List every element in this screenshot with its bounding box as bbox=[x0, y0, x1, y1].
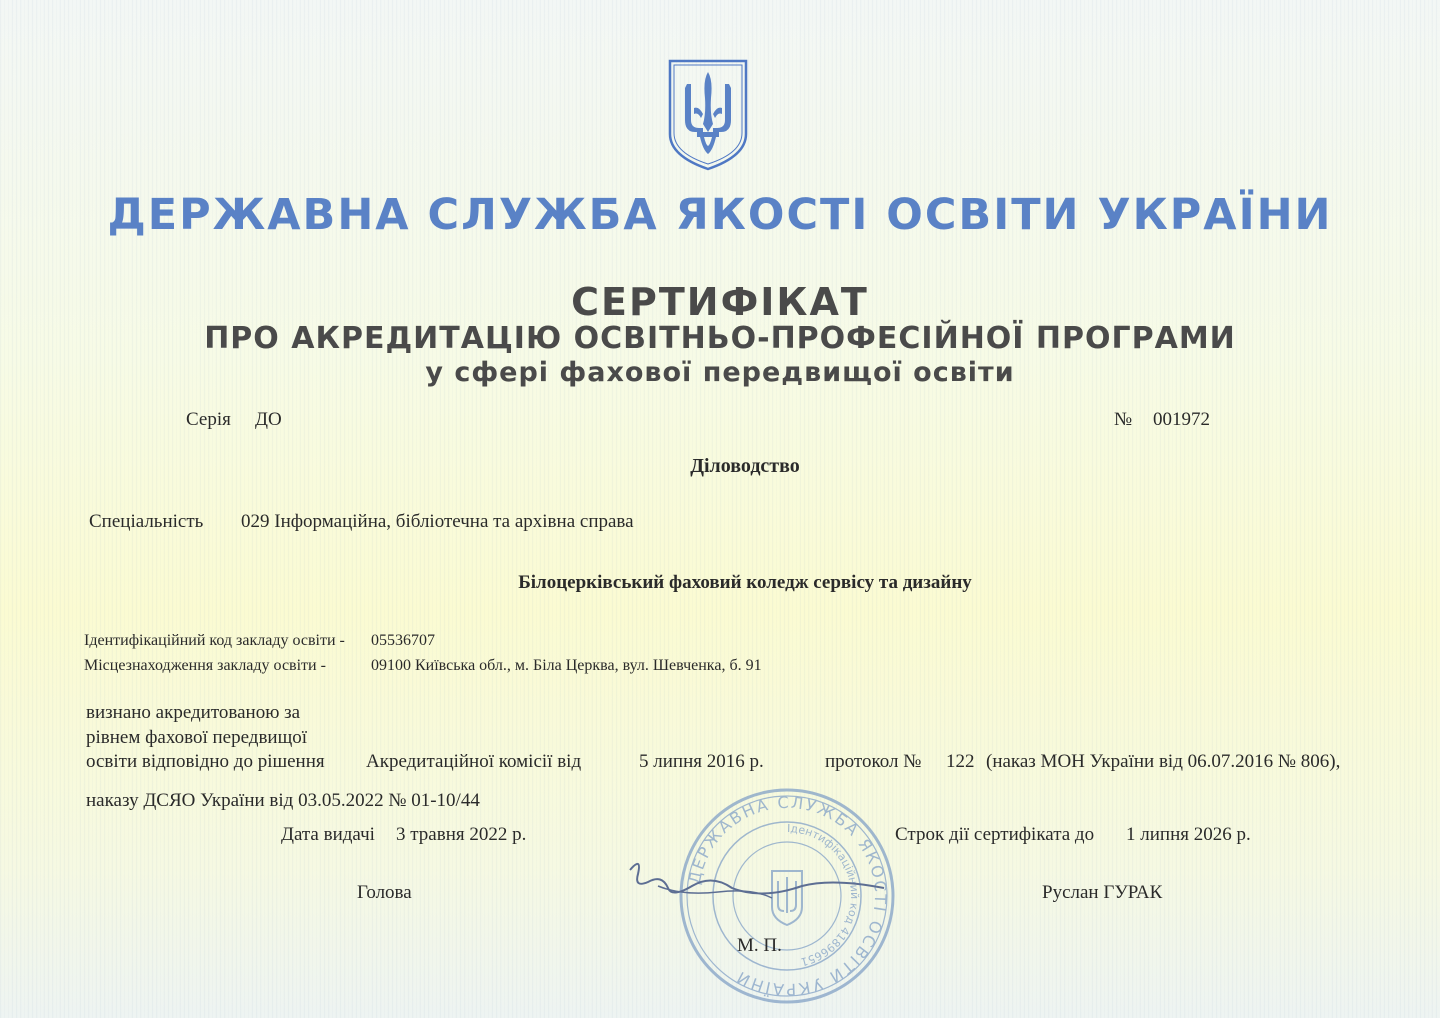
issue-date-label: Дата видачі bbox=[281, 824, 375, 845]
commission-label: Акредитаційної комісії від bbox=[366, 751, 582, 772]
chairman-signature bbox=[622, 852, 892, 912]
protocol-label: протокол № bbox=[825, 751, 922, 772]
number-label: № bbox=[1114, 409, 1133, 430]
seal-ring-text: ДЕРЖАВНА СЛУЖБА ЯКОСТІ ОСВІТИ УКРАЇНИ bbox=[684, 792, 891, 1000]
certificate-title: СЕРТИФІКАТ bbox=[571, 280, 869, 324]
ministry-order: (наказ МОН України від 06.07.2016 № 806), bbox=[986, 751, 1341, 772]
dsyao-order: наказу ДСЯО України від 03.05.2022 № 01-10/44 bbox=[86, 790, 480, 811]
seal-inner-text: Ідентифікаційний код 41896651 bbox=[786, 821, 862, 969]
specialty-value: 029 Інформаційна, бібліотечна та архівна справа bbox=[241, 511, 634, 532]
location-value: 09100 Київська обл., м. Біла Церква, вул. Шевченка, б. 91 bbox=[371, 657, 762, 674]
certificate-subtitle-sphere: у сфері фахової передвищої освіти bbox=[425, 357, 1015, 388]
accreditation-line-1: визнано акредитованою за bbox=[86, 702, 301, 723]
specialty-label: Спеціальність bbox=[89, 511, 204, 532]
accreditation-line-2: рівнем фахової передвищої bbox=[86, 727, 308, 748]
agency-name: ДЕРЖАВНА СЛУЖБА ЯКОСТІ ОСВІТИ УКРАЇНИ bbox=[107, 190, 1333, 240]
accreditation-line-3: освіти відповідно до рішення bbox=[86, 751, 325, 772]
series-value: ДО bbox=[255, 409, 282, 430]
id-code-value: 05536707 bbox=[371, 632, 435, 649]
institution-name: Білоцерківський фаховий коледж сервісу та дизайну bbox=[518, 572, 972, 593]
id-code-label: Ідентифікаційний код закладу освіти - bbox=[84, 632, 345, 649]
issue-date-value: 3 травня 2022 р. bbox=[396, 824, 527, 845]
validity-value: 1 липня 2026 р. bbox=[1126, 824, 1251, 845]
signatory-role: Голова bbox=[357, 882, 412, 903]
validity-label: Строк дії сертифіката до bbox=[895, 824, 1095, 845]
stamp-place-mark: М. П. bbox=[737, 935, 782, 956]
certificate-number: 001972 bbox=[1153, 409, 1210, 430]
signatory-name: Руслан ГУРАК bbox=[1042, 882, 1163, 903]
certificate-subtitle: ПРО АКРЕДИТАЦІЮ ОСВІТНЬО-ПРОФЕСІЙНОЇ ПРОГРАМИ bbox=[204, 321, 1236, 356]
program-name: Діловодство bbox=[690, 455, 800, 477]
location-label: Місцезнаходження закладу освіти - bbox=[84, 657, 326, 674]
series-label: Серія bbox=[186, 409, 231, 430]
coat-of-arms-icon bbox=[667, 58, 749, 172]
commission-date: 5 липня 2016 р. bbox=[639, 751, 764, 772]
protocol-number: 122 bbox=[946, 751, 975, 772]
